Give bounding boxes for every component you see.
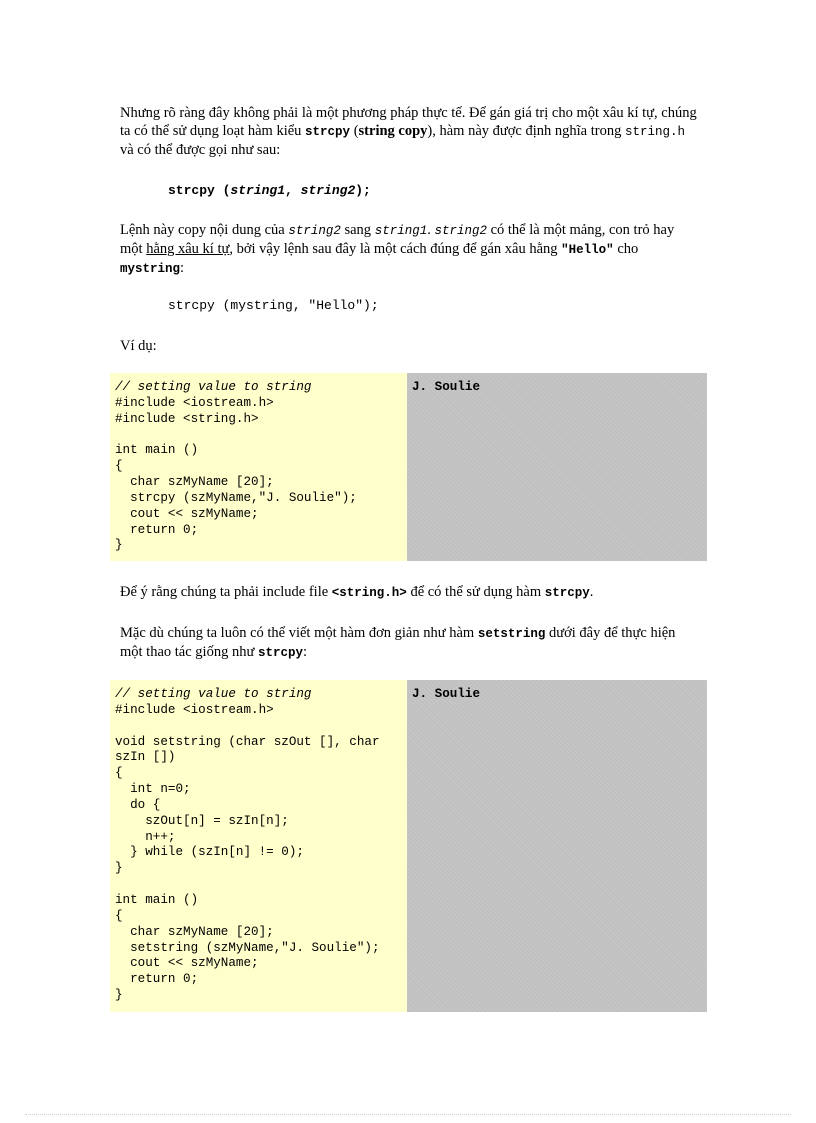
- paragraph-setstring-intro: Mặc dù chúng ta luôn có thể viết một hàm đơn giản như hàm setstring dưới đây để thực hiện một thao tác giống như strcpy:: [120, 625, 676, 660]
- code-pane: [110, 680, 407, 1012]
- paragraph-include-note: Để ý rằng chúng ta phải include file <string.h> để có thể sử dụng hàm strcpy.: [120, 584, 594, 600]
- output-pane: J. Soulie: [407, 680, 707, 1012]
- paragraph-strcpy-intro: Nhưng rõ ràng đây không phải là một phương pháp thực tế. Để gán giá trị cho một xâu kí tự, chúng ta có thể sử dụng loạt hàm kiểu strcpy (string copy), hàm này được định nghĩa trong string.h và có thể được gọi như sau:: [120, 105, 697, 158]
- strcpy-call-line: strcpy (mystring, "Hello");: [168, 298, 379, 313]
- link-string-constant[interactable]: hằng xâu kí tự: [146, 241, 230, 257]
- code-header: string.h: [624, 125, 685, 139]
- code-comment: // setting value to string: [115, 687, 312, 701]
- example-box-1: [110, 373, 707, 561]
- example-label: Ví dụ:: [120, 338, 157, 354]
- code-strcpy: strcpy: [305, 125, 351, 139]
- output-pane: J. Soulie: [407, 373, 707, 561]
- code-comment: // setting value to string: [115, 380, 312, 394]
- code-body: #include <iostream.h> #include <string.h> int main () { char szMyName [20]; strcpy (szMyName,"J. Soulie"); cout << szMyName; return 0; }: [115, 395, 357, 553]
- page-footer-divider: [25, 1114, 791, 1115]
- example-box-2: [110, 680, 707, 1012]
- code-pane: [110, 373, 407, 561]
- code-body: #include <iostream.h> void setstring (char szOut [], char szIn []) { int n=0; do { szOut[n] = szIn[n]; n++; } while (szIn[n] != 0); } int main () { char szMyName [20]; setstring (szMyName,"J. Soulie"); cout << szMyName; return 0; }: [115, 702, 380, 1003]
- syntax-line: strcpy (string1, string2);: [168, 183, 371, 198]
- paragraph-strcpy-explanation: Lệnh này copy nội dung của string2 sang string1. string2 có thể là một mảng, con trỏ hay một hằng xâu kí tự, bởi vậy lệnh sau đây là một cách đúng để gán xâu hằng "Hello" cho mystring:: [120, 222, 675, 276]
